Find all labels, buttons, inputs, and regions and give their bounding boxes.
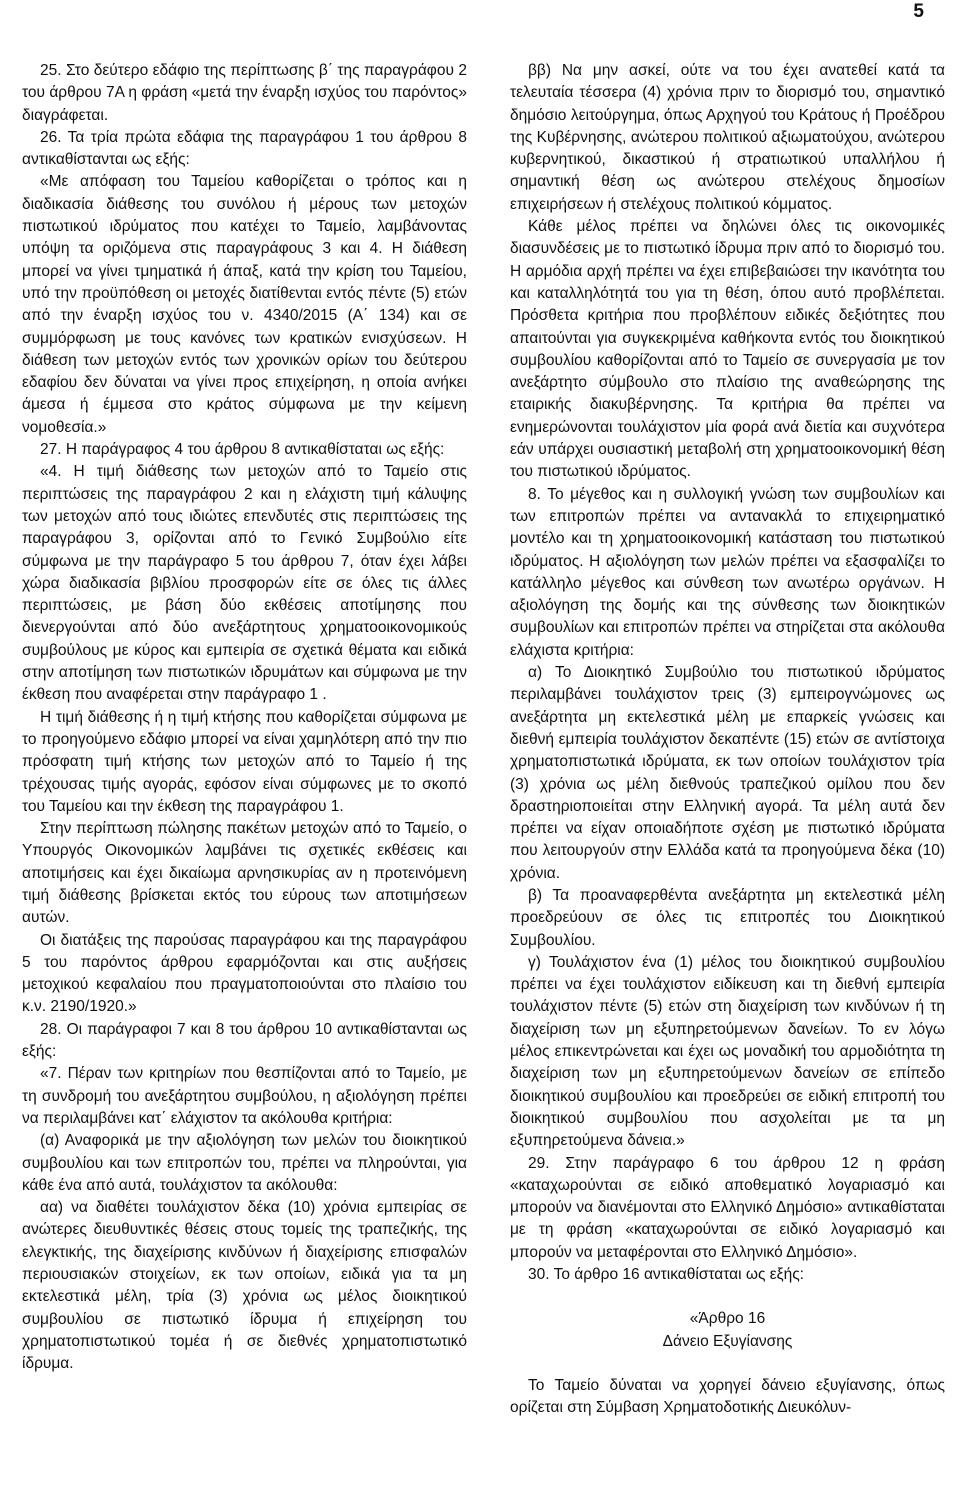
paragraph: (α) Αναφορικά με την αξιολόγηση των μελών του διοικητικού συμβουλίου και των επιτροπών του, πρέπει να πληρούνται, για κάθε ένα από αυτά, τουλάχιστον τα ακόλουθα: xyxy=(22,1132,467,1194)
paragraph: 8. Το μέγεθος και η συλλογική γνώση των συμβουλίων και των επιτροπών πρέπει να αντανακλά το επιχειρηματικό μοντέλο και τη χρηματοοικονομική κατάσταση του πιστωτικού ιδρύματος. Η αξιολόγηση των μελών πρέπει να εξασφαλίζει το κατάλληλο μέγεθος και σύνθεση των ανωτέρω οργάνων. Η αξιολόγηση της δομής και της σύνθεσης των διοικητικών συμβουλίων και επιτροπών πρέπει να στηρίζεται στα ακόλουθα ελάχιστα κριτήρια: xyxy=(510,485,945,659)
paragraph: Οι διατάξεις της παρούσας παραγράφου και της παραγράφου 5 του παρόντος άρθρου εφαρμόζονται και στις αυξήσεις μετοχικού κεφαλαίου που πραγματοποιούνται στο πλαίσιο του κ.ν. 2190/1920.» xyxy=(22,931,467,1016)
paragraph: 26. Τα τρία πρώτα εδάφια της παραγράφου 1 του άρθρου 8 αντικαθίστανται ως εξής: xyxy=(22,128,467,169)
paragraph: «Με απόφαση του Ταμείου καθορίζεται ο τρόπος και η διαδικασία διάθεσης του συνόλου ή μέρους των μετοχών πιστωτικού ιδρύματος που κατέχει το Ταμείο, λαμβάνοντας υπόψη τα οριζόμενα στις παραγράφους 3 και 4. Η διάθεση μπορεί να γίνει τμηματικά ή άπαξ, κατά την κρίση του Ταμείου, υπό την προϋπόθεση οι μετοχές διατίθενται εντός πέντε (5) ετών από την έναρξη ισχύος του ν. 4340/2015 (Α΄ 134) και σε συμμόρφωση με τους κανόνες των κρατικών ενισχύσεων. Η διάθεση των μετοχών εντός των χρονικών ορίων του δεύτερου εδαφίου δεν δύναται να γίνει προς επιχείρηση, η οποία ανήκει άμεσα ή έμμεσα στο κράτος σύμφωνα με την κείμενη νομοθεσία.» xyxy=(22,173,467,436)
paragraph: Το Ταμείο δύναται να χορηγεί δάνειο εξυγίανσης, όπως ορίζεται στη Σύμβαση Χρηματοδοτικής Διευκόλυν- xyxy=(510,1376,945,1417)
paragraph: ββ) Να μην ασκεί, ούτε να του έχει ανατεθεί κατά τα τελευταία τέσσερα (4) χρόνια πριν το διορισμό του, σημαντικό δημόσιο λειτούργημα, όπως Αρχηγού του Κράτους ή Προέδρου της Κυβέρνησης, ανώτερου πολιτικού αξιωματούχου, ανώτερου κυβερνητικού, δικαστικού ή στρατιωτικού υπαλλήλου ή σημαντική θέση ως ανώτερου στελέχους δημοσίων επιχειρήσεων ή στελέχους πολιτικού κόμματος. xyxy=(510,62,945,213)
paragraph: γ) Τουλάχιστον ένα (1) μέλος του διοικητικού συμβουλίου πρέπει να έχει τουλάχιστον ειδίκευση και τη διεθνή εμπειρία τουλάχιστον πέντε (5) ετών στη διαχείριση των κινδύνων ή τη διαχείριση των μη εξυπηρετούμενων δανείων. Το εν λόγω μέλος επικεντρώνεται και έχει ως μοναδική του αρμοδιότητα τη διαχείριση των μη εξυπηρετούμενων δανείων σε επίπεδο διοικητικού συμβουλίου και προεδρεύει σε ειδική επιτροπή του διοικητικού συμβουλίου που ασχολείται με τα μη εξυπηρετούμενα δάνεια.» xyxy=(510,953,945,1150)
paragraph: Κάθε μέλος πρέπει να δηλώνει όλες τις οικονομικές διασυνδέσεις με το πιστωτικό ίδρυμα πριν από το διορισμό του. Η αρμόδια αρχή πρέπει να έχει επιβεβαιώσει την ικανότητα του και καταλληλότητά του για τη θέση, όπου αυτό προβλέπεται. Πρόσθετα κριτήρια που προβλέπουν ειδικές δεξιότητες που απαιτούνται για συγκεκριμένα καθήκοντα εντός του διοικητικού συμβουλίου καθορίζονται από το Ταμείο σε συνεργασία με τον ανεξάρτητο σύμβουλο στο πλαίσιο της αναθεώρησης της εταιρικής διακυβέρνησης. Τα κριτήρια θα πρέπει να ενημερώνονται τουλάχιστον μία φορά ανά διετία και συχνότερα εάν υπάρχει ουσιαστική μεταβολή στη χρηματοοικονομική θέση του πιστωτικού ιδρύματος. xyxy=(510,218,945,481)
article-title: Δάνειο Εξυγίανσης xyxy=(662,1332,793,1350)
paragraph: 29. Στην παράγραφο 6 του άρθρου 12 η φράση «καταχωρούνται σε ειδικό αποθεματικό λογαριασμό και μπορούν να διανέμονται στο Ελληνικό Δημόσιο» αντικαθίσταται με τη φράση «καταχωρούνται σε ειδικό λογαριασμό και μπορούν να μεταφέρονται στο Ελληνικό Δημόσιο». xyxy=(510,1154,945,1261)
paragraph: «7. Πέραν των κριτηρίων που θεσπίζονται από το Ταμείο, με τη συνδρομή του ανεξάρτητου συμβούλου, η αξιολόγηση πρέπει να περιλαμβάνει κατ΄ ελάχιστον τα ακόλουθα κριτήρια: xyxy=(22,1065,467,1127)
left-column xyxy=(22,60,467,1376)
paragraph: 28. Οι παράγραφοι 7 και 8 του άρθρου 10 αντικαθίστανται ως εξής: xyxy=(22,1020,467,1061)
paragraph: Στην περίπτωση πώλησης πακέτων μετοχών από το Ταμείο, ο Υπουργός Οικονομικών λαμβάνει τις σχετικές εκθέσεις και αποτιμήσεις και έχει δικαίωμα αρνησικυρίας αν η προτεινόμενη τιμή διάθεσης βρίσκεται εκτός του εύρους των αποτιμήσεων αυτών. xyxy=(22,820,467,927)
paragraph: αα) να διαθέτει τουλάχιστον δέκα (10) χρόνια εμπειρίας σε ανώτερες διευθυντικές θέσεις στους τομείς της τραπεζικής, της ελεγκτικής, της διαχείρισης κινδύνων ή διαχείρισης επισφαλών περιουσιακών στοιχείων, εκ των οποίων, ειδικά για τα μη εκτελεστικά μέλη, τρία (3) χρόνια ως μέλος διοικητικού συμβουλίου σε πιστωτικό ίδρυμα ή επιχείρηση του χρηματοπιστωτικού τομέα ή σε διεθνές χρηματοπιστωτικό ίδρυμα. xyxy=(22,1199,467,1373)
paragraph: α) Το Διοικητικό Συμβούλιο του πιστωτικού ιδρύματος περιλαμβάνει τουλάχιστον τρεις (3) εμπειρογνώμονες ως ανεξάρτητα μη εκτελεστικά μέλη με επαρκείς γνώσεις και διεθνή εμπειρία τουλάχιστον δεκαπέντε (15) ετών σε αντίστοιχα χρηματοπιστωτικά ιδρύματα, εκ των οποίων τουλάχιστον τρία (3) χρόνια ως μέλη διεθνούς τραπεζικού ομίλου που δεν δραστηριοποιείται στην Ελληνική αγορά. Τα μέλη αυτά δεν πρέπει να είχαν οποιαδήποτε σχέση με πιστωτικό ιδρύματα που λειτουργούν στην Ελλάδα κατά τα προηγούμενα δέκα (10) χρόνια. xyxy=(510,664,945,882)
paragraph: «4. Η τιμή διάθεσης των μετοχών από το Ταμείο στις περιπτώσεις της παραγράφου 2 και η ελάχιστη τιμή κάλυψης των μετοχών από τους ιδιώτες επενδυτές στις περιπτώσεις της παραγράφου 3, ορίζονται από το Γενικό Συμβούλιο είτε σύμφωνα με την παράγραφο 5 του άρθρου 7, όταν έχει λάβει χώρα διαδικασία βιβλίου προσφορών είτε σε όλες τις άλλες περιπτώσεις, με βάση δύο εκθέσεις αποτίμησης που διενεργούνται από δύο ανεξάρτητους χρηματοοικονομικούς συμβούλους με κύρος και εμπειρία σε σχετικά θέματα και ειδικά στην αποτίμηση των πιστωτικών ιδρυμάτων και σύμφωνα με την έκθεση που αναφέρεται στην παράγραφο 1 . xyxy=(22,463,467,704)
spacer xyxy=(510,1286,945,1308)
paragraph: β) Τα προαναφερθέντα ανεξάρτητα μη εκτελεστικά μέλη προεδρεύουν σε όλες τις επιτροπές του Διοικητικού Συμβουλίου. xyxy=(510,886,945,949)
paragraph: 27. Η παράγραφος 4 του άρθρου 8 αντικαθίσταται ως εξής: xyxy=(40,441,445,459)
paragraph: Η τιμή διάθεσης ή η τιμή κτήσης που καθορίζεται σύμφωνα με το προηγούμενο εδάφιο μπορεί να είναι χαμηλότερη από την πιο πρόσφατη τιμή κτήσης των μετοχών από το Ταμείο ή της τρέχουσας τιμής αγοράς, εφόσον είναι σύμφωνες με το σκοπό του Ταμείου και την έκθεση της παραγράφου 1. xyxy=(22,708,467,815)
paragraph: 30. Το άρθρο 16 αντικαθίσταται ως εξής: xyxy=(528,1266,804,1284)
right-column xyxy=(510,60,945,1420)
spacer xyxy=(510,1353,945,1375)
page-number: 5 xyxy=(913,1,924,22)
article-heading: «Άρθρο 16 xyxy=(689,1310,766,1328)
paragraph: 25. Στο δεύτερο εδάφιο της περίπτωσης β΄ της παραγράφου 2 του άρθρου 7Α η φράση «μετά την έναρξη ισχύος του παρόντος» διαγράφεται. xyxy=(22,62,467,124)
